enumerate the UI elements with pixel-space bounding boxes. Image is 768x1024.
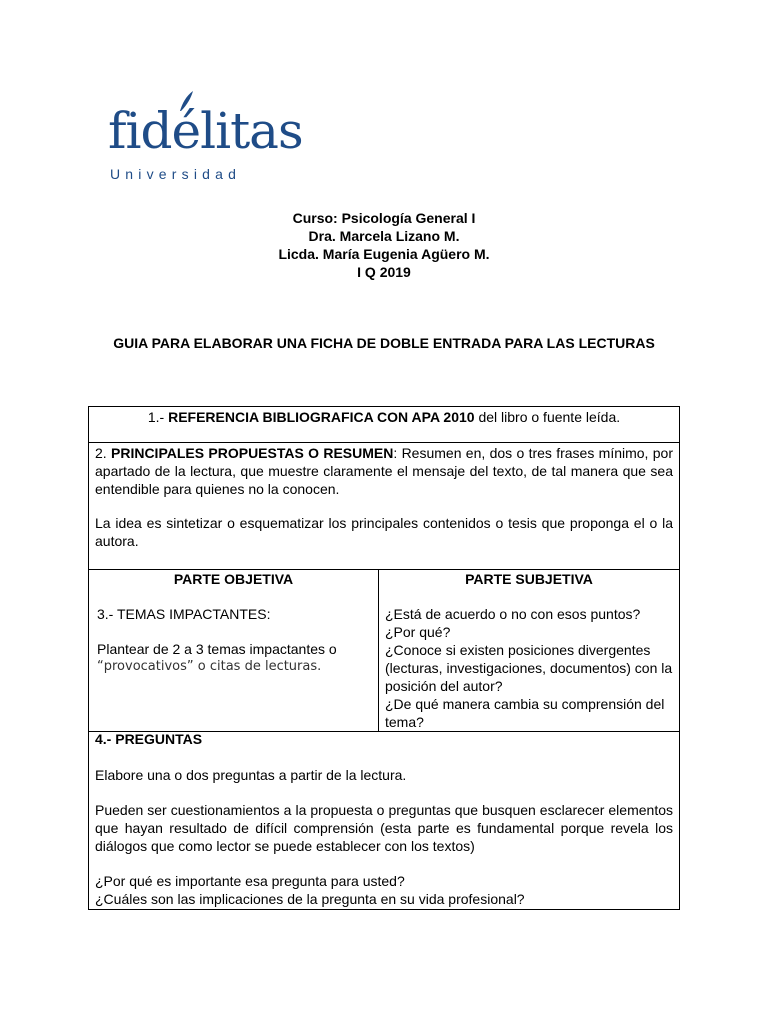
reference-number: 1.- — [147, 409, 169, 425]
row-divider — [89, 442, 679, 443]
teacher-1: Dra. Marcela Lizano M. — [308, 228, 460, 244]
logo-wordmark: fidélitas — [108, 102, 303, 160]
questions-heading: 4.- PREGUNTAS — [95, 731, 203, 747]
questions-row — [89, 730, 679, 908]
subjective-question-3: ¿Conoce si existen posiciones divergentes (lecturas, investigaciones, documentos) con la posición del autor? — [385, 642, 673, 694]
summary-heading: PRINCIPALES PROPUESTAS O RESUMEN — [111, 445, 394, 461]
term: I Q 2019 — [357, 264, 411, 280]
summary-paragraph — [95, 444, 673, 498]
teacher-2: Licda. María Eugenia Agüero M. — [278, 246, 490, 262]
logo-subtitle: Universidad — [110, 166, 242, 182]
summary-row — [89, 444, 679, 550]
summary-text: : Resumen en, dos o tres frases mínimo, por apartado de la lectura, que muestre claramente el mensaje del texto, de tal manera que sea entendible para quienes no la conocen. — [95, 445, 673, 497]
objective-line-2: “provocativos” o citas de lecturas. — [97, 659, 322, 674]
objective-cell — [89, 570, 378, 676]
course-header — [0, 209, 768, 281]
summary-number: 2. — [95, 445, 111, 461]
subjective-cell — [379, 570, 679, 731]
university-logo — [108, 90, 303, 185]
questions-question-2: ¿Cuáles son las implicaciones de la pregunta en su vida profesional? — [95, 891, 525, 907]
objective-heading: PARTE OBJETIVA — [173, 571, 294, 587]
document-title: GUIA PARA ELABORAR UNA FICHA DE DOBLE ENTRADA PARA LAS LECTURAS — [113, 335, 655, 351]
subjective-question-1: ¿Está de acuerdo o no con esos puntos? — [385, 606, 641, 622]
questions-paragraph-1: Elabore una o dos preguntas a partir de la lectura. — [95, 767, 407, 783]
subjective-question-2: ¿Por qué? — [385, 624, 451, 640]
objective-line-1: Plantear de 2 a 3 temas impactantes o — [97, 641, 337, 657]
course-name: Curso: Psicología General I — [292, 210, 476, 226]
summary-paragraph-2: La idea es sintetizar o esquematizar los principales contenidos o tesis que proponga el o la autora. — [95, 515, 673, 549]
reference-row — [89, 408, 679, 426]
questions-paragraph-2: Pueden ser cuestionamientos a la propuesta o preguntas que busquen esclarecer elementos que hayan resultado de difícil comprensión (esta parte es fundamental porque revela los diálogos que como lector se puede establecer con los textos) — [95, 802, 673, 854]
questions-question-1: ¿Por qué es importante esa pregunta para usted? — [95, 873, 405, 889]
reference-heading: REFERENCIA BIBLIOGRAFICA CON APA 2010 — [168, 409, 475, 425]
guide-table — [88, 406, 680, 910]
objective-item: 3.- TEMAS IMPACTANTES: — [97, 606, 271, 622]
subjective-question-4: ¿De qué manera cambia su comprensión del tema? — [385, 696, 665, 730]
subjective-heading: PARTE SUBJETIVA — [465, 571, 593, 587]
reference-text: del libro o fuente leída. — [474, 409, 621, 425]
